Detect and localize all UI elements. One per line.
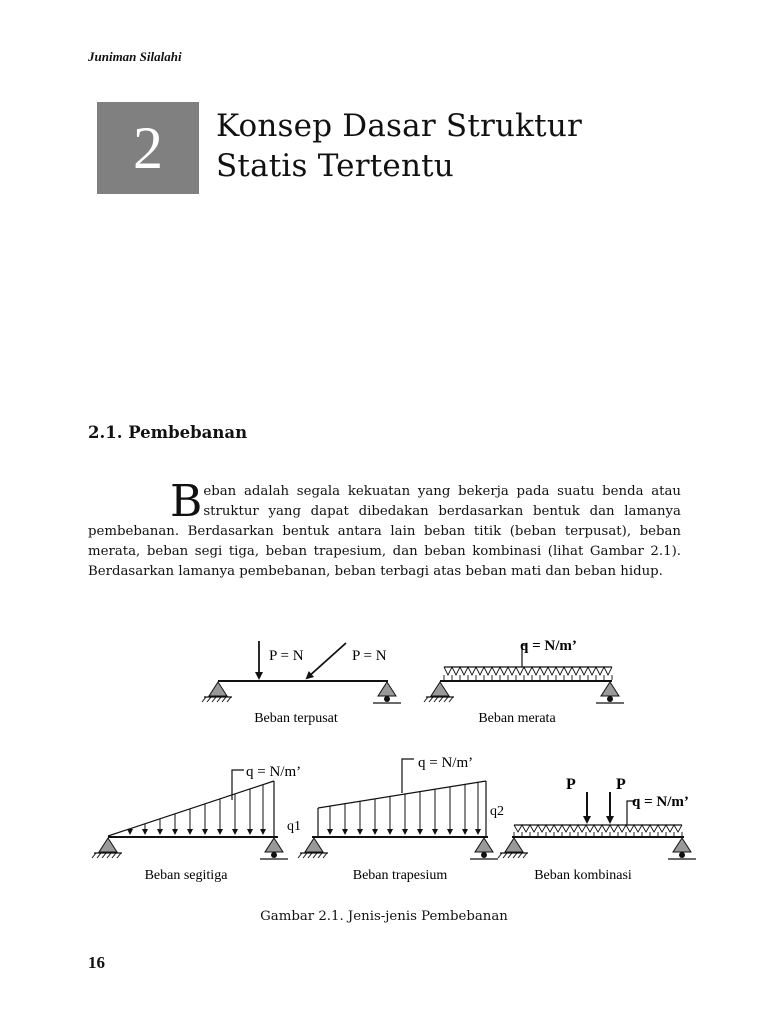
pin-support (99, 838, 117, 852)
support-hatch (498, 853, 527, 858)
q1-label: q1 (287, 819, 301, 834)
diagram-triangular-load (92, 764, 301, 883)
caption-segitiga: Beban segitiga (144, 868, 228, 883)
point-load-label-2: P = N (352, 648, 387, 664)
load-arrows (130, 785, 263, 834)
roller (679, 852, 685, 858)
pin-support (209, 682, 227, 696)
uniform-load-label: q = N/m’ (520, 638, 577, 654)
caption-terpusat: Beban terpusat (254, 711, 338, 726)
combined-p-label-1: P (566, 776, 576, 793)
roller-support (265, 838, 283, 852)
diagram-trapezoidal-load (298, 755, 504, 883)
figure-caption: Gambar 2.1. Jenis-jenis Pembebanan (260, 909, 508, 924)
point-load-arrow-2 (307, 643, 346, 678)
load-zigzag (514, 825, 682, 832)
support-hatch (298, 853, 327, 858)
running-header-author: Juniman Silalahi (88, 49, 182, 64)
diagram-combined-load (498, 776, 696, 883)
caption-trapesium: Beban trapesium (352, 868, 448, 883)
roller (481, 852, 487, 858)
roller-support (475, 838, 493, 852)
support-hatch (92, 853, 121, 858)
point-load-label-1: P = N (269, 648, 304, 664)
combined-p-label-2: P (616, 776, 626, 793)
combined-load-label: q = N/m’ (632, 794, 689, 810)
q2-label: q2 (490, 804, 504, 819)
drop-cap: B (170, 476, 203, 527)
support-hatch (202, 697, 231, 702)
roller-support (378, 682, 396, 696)
page-number: 16 (88, 953, 105, 972)
paragraph-text: eban adalah segala kekuatan yang bekerja pada suatu benda atau struktur yang dapat dibedakan berdasarkan bentuk dan lamanya pembebanan. Berdasarkan bentuk antara lain beban titik (beban terpusat), beban merata, beban segi tiga, beban trapesium, dan beban kombinasi (lihat Gambar 2.1). Berdasarkan lamanya pembebanan, beban terbagi atas beban mati dan beban hidup. (88, 484, 681, 579)
pin-support (305, 838, 323, 852)
pin-support (505, 838, 523, 852)
roller-support (601, 682, 619, 696)
load-leader (402, 759, 414, 793)
pin-support (431, 682, 449, 696)
triangular-load-label: q = N/m’ (246, 764, 302, 780)
roller (607, 696, 613, 702)
chapter-number-box: 2 (97, 102, 199, 194)
caption-merata: Beban merata (478, 711, 556, 726)
trapezoidal-load-label: q = N/m’ (418, 755, 474, 771)
chapter-title-line1: Konsep Dasar Struktur (216, 108, 583, 144)
load-leader (232, 770, 244, 800)
section-heading: 2.1. Pembebanan (88, 423, 248, 442)
diagram-point-load (202, 641, 401, 726)
roller (384, 696, 390, 702)
load-slope-line (108, 781, 274, 836)
roller (271, 852, 277, 858)
chapter-title-line2: Statis Tertentu (216, 148, 454, 184)
diagram-uniform-load (424, 638, 624, 726)
roller-support (673, 838, 691, 852)
load-arrows (330, 782, 478, 834)
support-hatch (424, 697, 453, 702)
caption-kombinasi: Beban kombinasi (534, 868, 632, 883)
load-zigzag (444, 667, 612, 675)
